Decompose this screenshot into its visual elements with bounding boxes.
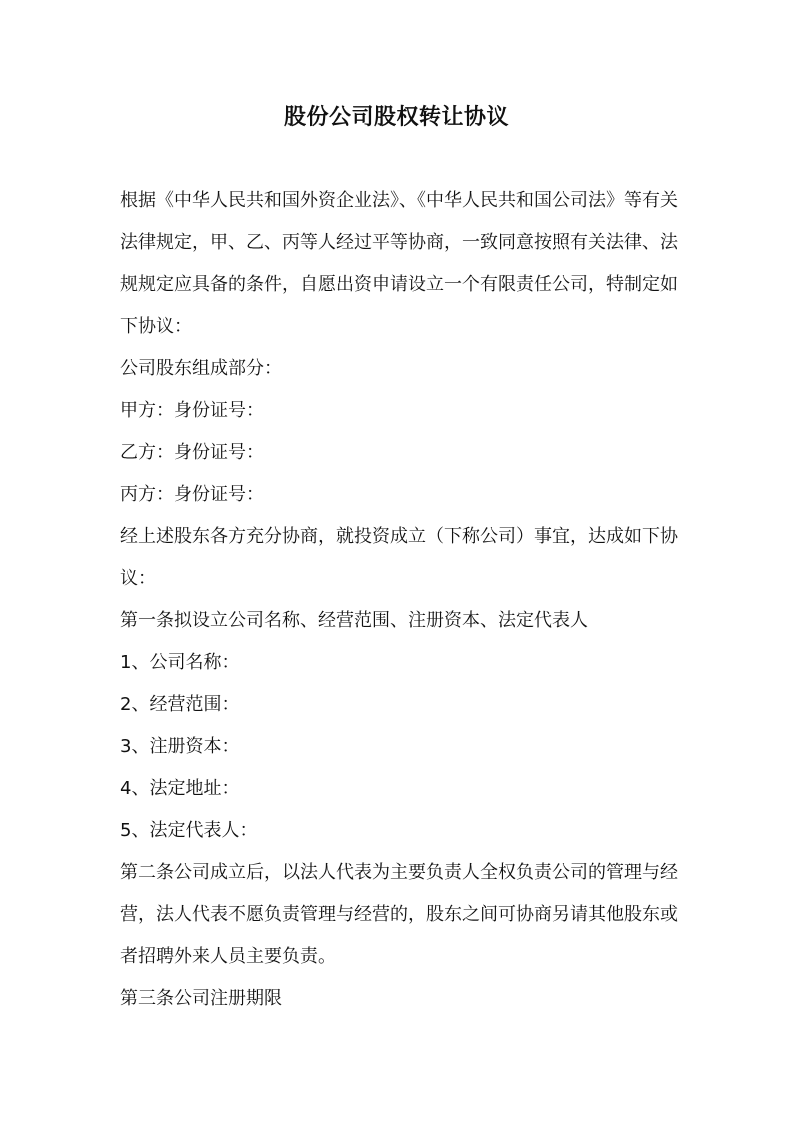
item-legal-address: 4、法定地址： — [120, 778, 240, 799]
item-legal-representative: 5、法定代表人： — [120, 820, 258, 841]
shareholders-heading: 公司股东组成部分： — [120, 358, 282, 379]
item-registered-capital: 3、注册资本： — [120, 736, 240, 757]
article-two-paragraph: 第二条公司成立后，以法人代表为主要负责人全权负责公司的管理与经营，法人代表不愿负责管理与经营的，股东之间可协商另请其他股东或者招聘外来人员主要负责。 — [120, 862, 678, 967]
item-company-name: 1、公司名称： — [120, 652, 240, 673]
party-a-line: 甲方：身份证号： — [120, 400, 264, 421]
article-three-heading: 第三条公司注册期限 — [120, 988, 282, 1009]
intro-paragraph: 根据《中华人民共和国外资企业法》、《中华人民共和国公司法》等有关法律规定，甲、乙、丙等人经过平等协商，一致同意按照有关法律、法规规定应具备的条件，自愿出资申请设立一个有限责任公司，特制定如下协议： — [120, 190, 678, 337]
agreement-preamble: 经上述股东各方充分协商，就投资成立（下称公司）事宜，达成如下协议： — [120, 526, 678, 589]
item-business-scope: 2、经营范围： — [120, 694, 240, 715]
document-body — [120, 180, 678, 1020]
party-b-line: 乙方：身份证号： — [120, 442, 264, 463]
article-one-heading: 第一条拟设立公司名称、经营范围、注册资本、法定代表人 — [120, 610, 588, 631]
party-c-line: 丙方：身份证号： — [120, 484, 264, 505]
document-title: 股份公司股权转让协议 — [283, 105, 509, 130]
